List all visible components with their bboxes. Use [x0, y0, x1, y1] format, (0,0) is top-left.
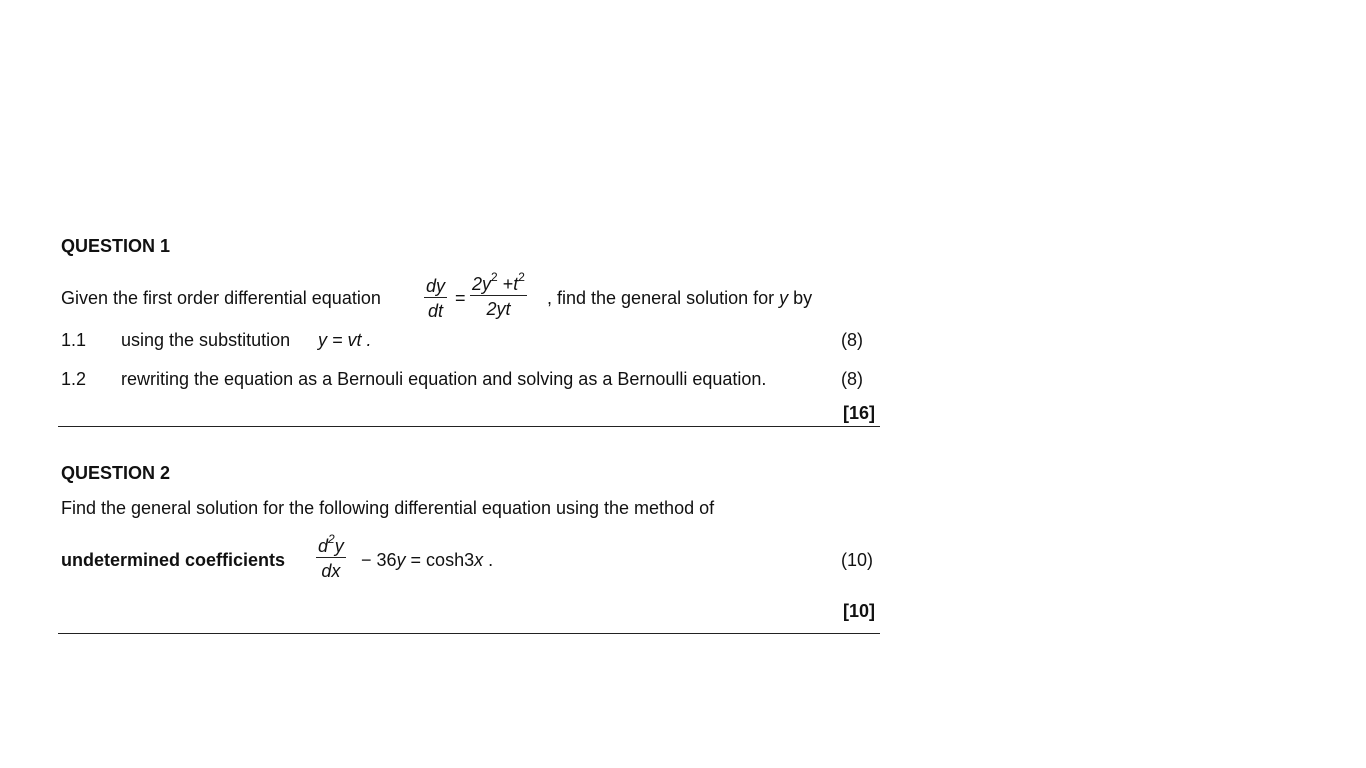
q1-rhs-term-t: t — [513, 274, 519, 294]
question-1-heading: QUESTION 1 — [61, 236, 171, 256]
q1-item-number: 1.2 — [61, 369, 87, 389]
q1-fraction-rhs — [470, 270, 527, 319]
q1-intro-tail-b: by — [788, 288, 813, 308]
q1-fraction-rhs-bar — [470, 295, 527, 296]
q2-eq-x: x — [474, 550, 484, 570]
q2-fraction-denominator: dx — [321, 561, 341, 581]
q1-fraction-rhs-denominator: 2yt — [486, 299, 511, 319]
q2-numerator-exponent: 2 — [328, 532, 335, 546]
q2-eq-y: y — [396, 550, 406, 570]
question-2-heading: QUESTION 2 — [61, 463, 171, 483]
q1-item-marks: (8) — [841, 330, 863, 350]
q1-item-marks: (8) — [841, 369, 863, 389]
q2-equation-rest — [361, 550, 493, 571]
question-1-intro: Given the first order differential equation — [61, 288, 381, 308]
question-1-intro-tail — [547, 288, 812, 309]
question-2-total: [10] — [843, 601, 876, 621]
q2-eq-period: . — [483, 550, 494, 570]
question-1-total: [16] — [843, 403, 876, 423]
q1-fraction-dy-dt-numerator: dy — [426, 276, 446, 296]
q2-numerator-y: y — [334, 536, 344, 556]
q2-fraction-bar — [316, 557, 346, 558]
q1-rhs-term-2y: 2y — [472, 274, 492, 294]
q1-fraction-rhs-numerator — [470, 270, 527, 294]
question-2-divider — [58, 633, 880, 634]
question-1-divider — [58, 426, 880, 427]
q1-item-number: 1.1 — [61, 330, 87, 350]
q1-fraction-dy-dt — [424, 276, 447, 321]
q1-intro-tail-a: , find the general solution for — [547, 288, 780, 308]
question-2-intro: Find the general solution for the following differential equation using the method of — [61, 498, 715, 518]
q1-fraction-dy-dt-denominator: dt — [428, 301, 444, 321]
q1-rhs-exponent-b: 2 — [518, 270, 525, 284]
q1-equals-sign: = — [455, 288, 466, 308]
q1-rhs-exponent-a: 2 — [491, 270, 498, 284]
q2-fraction-second-derivative — [316, 532, 346, 581]
q2-eq-cosh: = cosh3 — [405, 550, 475, 570]
q2-fraction-numerator — [316, 532, 346, 556]
q2-numerator-d: d — [318, 536, 329, 556]
question-2-marks: (10) — [841, 550, 874, 570]
q1-fraction-dy-dt-bar — [424, 297, 447, 298]
question-2-method: undetermined coefficients — [61, 550, 286, 570]
q1-item-text: rewriting the equation as a Bernouli equation and solving as a Bernoulli equation. — [121, 369, 767, 389]
q1-item-text: using the substitution — [121, 330, 291, 350]
q1-item-math-substitution: y = vt . — [318, 330, 372, 350]
q1-intro-tail-variable: y — [779, 288, 789, 308]
q1-rhs-plus: + — [497, 274, 514, 294]
q2-eq-minus-36: − 36 — [361, 550, 397, 570]
